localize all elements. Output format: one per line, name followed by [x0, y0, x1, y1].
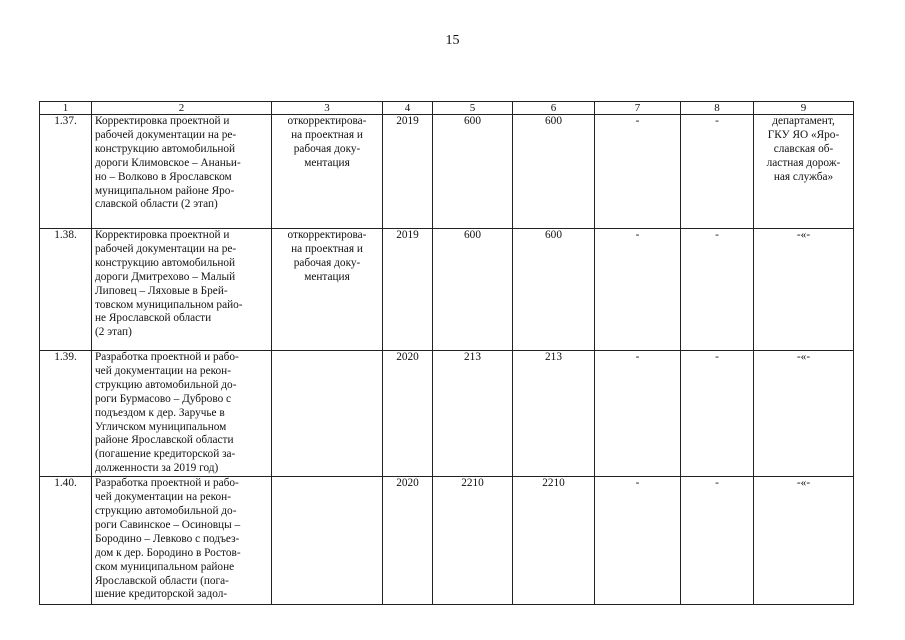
activity-name-cell-line: муниципальном районе Яро-: [95, 184, 235, 197]
activity-name-cell-line: дороги Климовское – Ананьи-: [95, 156, 241, 169]
amount-budget-cell: 600: [513, 229, 595, 351]
executor-cell-line: ная служба»: [773, 170, 834, 183]
table-body: [40, 115, 854, 605]
amount-col8-cell: -: [681, 115, 754, 229]
amount-col8-cell: -: [681, 229, 754, 351]
amount-col8-cell: -: [681, 477, 754, 605]
executor-cell-line: ГКУ ЯО «Яро-: [767, 128, 840, 141]
row-number-cell: 1.38.: [40, 229, 92, 351]
amount-col7-cell: -: [595, 351, 681, 477]
activity-name-cell-line: Разработка проектной и рабо-: [95, 477, 239, 490]
amount-budget-cell: 2210: [513, 477, 595, 605]
activity-name-cell-line: товском муниципальном райо-: [95, 298, 243, 311]
executor-cell: [754, 351, 854, 477]
activity-name-cell-line: Бородино – Левково с подъез-: [95, 532, 240, 545]
page-number: 15: [445, 33, 460, 48]
header-cell: 3: [272, 102, 383, 115]
executor-cell-line: ластная дорож-: [766, 156, 841, 169]
year-cell: 2019: [383, 229, 433, 351]
table-row: [40, 351, 854, 477]
amount-col7-cell: -: [595, 115, 681, 229]
header-cell: 5: [433, 102, 513, 115]
table-row: [40, 477, 854, 605]
activity-name-cell-line: роги Савинское – Осиновцы –: [95, 518, 241, 531]
amount-total-cell: 213: [433, 351, 513, 477]
result-cell: [272, 229, 383, 351]
activity-name-cell-line: долженности за 2019 год): [95, 462, 219, 475]
activity-name-cell-line: подъездом к дер. Заручье в: [95, 406, 225, 419]
result-cell: [272, 477, 383, 605]
activity-name-cell-line: Угличском муниципальном: [95, 420, 227, 433]
activity-name-cell-line: Разработка проектной и рабо-: [95, 351, 239, 363]
header-cell: 7: [595, 102, 681, 115]
amount-total-cell: 2210: [433, 477, 513, 605]
activity-name-cell-line: шение кредиторской задол-: [95, 588, 228, 601]
activity-name-cell-line: струкцию автомобильной до-: [95, 378, 237, 391]
year-cell: 2020: [383, 477, 433, 605]
result-cell-line: ментация: [304, 156, 350, 169]
activity-name-cell-line: (погашение кредиторской за-: [95, 448, 236, 461]
activity-name-cell-line: конструкцию автомобильной: [95, 256, 236, 269]
header-row: [40, 102, 854, 115]
activity-name-cell-line: дороги Дмитрехово – Малый: [95, 270, 236, 283]
result-cell-line: рабочая доку-: [293, 256, 361, 269]
result-cell-line: рабочая доку-: [293, 142, 361, 155]
result-cell: [272, 115, 383, 229]
header-cell: 1: [40, 102, 92, 115]
activity-name-cell-line: роги Бурмасово – Дуброво с: [95, 392, 232, 405]
activity-name-cell: [92, 477, 272, 605]
header-cell: 4: [383, 102, 433, 115]
executor-cell: [754, 229, 854, 351]
executor-cell-line: -«-: [796, 229, 811, 241]
executor-cell-line: департамент,: [772, 115, 835, 127]
header-cell: 9: [754, 102, 854, 115]
year-cell: 2019: [383, 115, 433, 229]
activity-name-cell-line: Корректировка проектной и: [95, 115, 230, 127]
amount-col7-cell: -: [595, 477, 681, 605]
amount-budget-cell: 600: [513, 115, 595, 229]
activity-name-cell-line: чей документации на рекон-: [95, 364, 231, 377]
activity-name-cell: [92, 351, 272, 477]
amount-budget-cell: 213: [513, 351, 595, 477]
executor-cell-line: славская об-: [773, 142, 834, 155]
result-cell-line: откорректирова-: [287, 229, 367, 241]
result-cell-line: на проектная и: [291, 242, 363, 255]
activity-name-cell-line: ском муниципальном районе: [95, 560, 235, 573]
amount-total-cell: 600: [433, 115, 513, 229]
result-cell-line: на проектная и: [291, 128, 363, 141]
activity-name-cell-line: рабочей документации на ре-: [95, 128, 237, 141]
table-row: [40, 115, 854, 229]
activity-name-cell-line: но – Волково в Ярославском: [95, 170, 232, 183]
activity-name-cell-line: конструкцию автомобильной: [95, 142, 236, 155]
result-cell-line: ментация: [304, 270, 350, 283]
activity-name-cell-line: струкцию автомобильной до-: [95, 504, 237, 517]
result-cell-line: откорректирова-: [287, 115, 367, 127]
executor-cell: [754, 477, 854, 605]
row-number-cell: 1.40.: [40, 477, 92, 605]
activity-name-cell-line: дом к дер. Бородино в Ростов-: [95, 546, 241, 559]
executor-cell: [754, 115, 854, 229]
activity-name-cell: [92, 229, 272, 351]
activity-name-cell-line: районе Ярославской области: [95, 434, 234, 447]
activity-name-cell-line: рабочей документации на ре-: [95, 242, 237, 255]
activity-name-cell-line: чей документации на рекон-: [95, 491, 231, 504]
executor-cell-line: -«-: [796, 477, 811, 490]
amount-col7-cell: -: [595, 229, 681, 351]
result-cell: [272, 351, 383, 477]
header-cell: 6: [513, 102, 595, 115]
header-cell: 8: [681, 102, 754, 115]
activity-name-cell-line: Корректировка проектной и: [95, 229, 230, 241]
row-number-cell: 1.39.: [40, 351, 92, 477]
activity-name-cell-line: (2 этап): [95, 326, 132, 339]
activity-name-cell-line: славской области (2 этап): [95, 198, 218, 211]
plan-table: [39, 101, 854, 605]
activity-name-cell: [92, 115, 272, 229]
row-number-cell: 1.37.: [40, 115, 92, 229]
activity-name-cell-line: Липовец – Ляховые в Брей-: [95, 284, 228, 297]
table-row: [40, 229, 854, 351]
activity-name-cell-line: Ярославской области (пога-: [95, 574, 229, 587]
amount-col8-cell: -: [681, 351, 754, 477]
activity-name-cell-line: не Ярославской области: [95, 312, 212, 325]
header-cell: 2: [92, 102, 272, 115]
amount-total-cell: 600: [433, 229, 513, 351]
executor-cell-line: -«-: [796, 351, 811, 363]
year-cell: 2020: [383, 351, 433, 477]
